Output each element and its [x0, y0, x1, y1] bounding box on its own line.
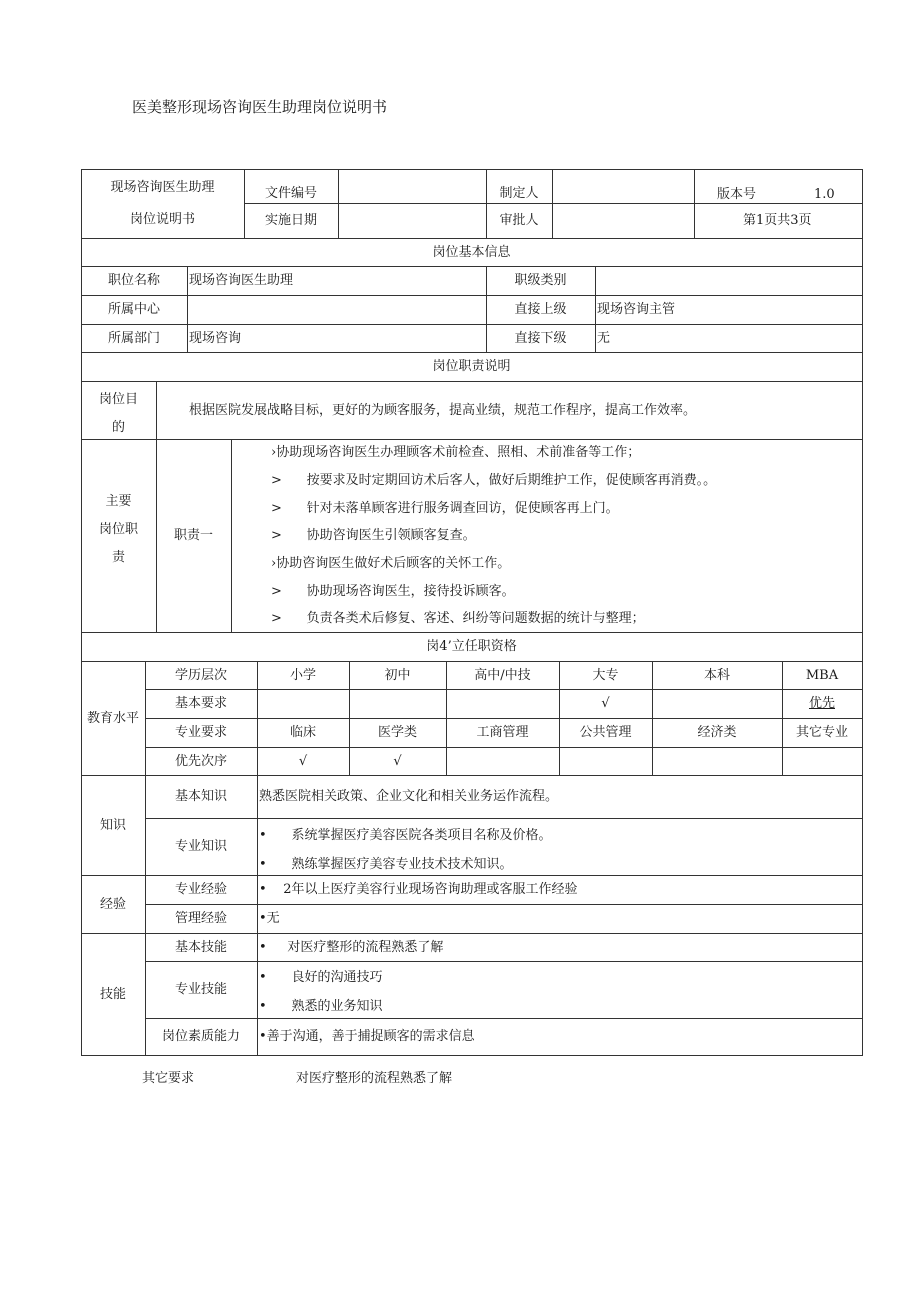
grade-value: [597, 266, 857, 295]
basic-knowledge-label: 基本知识: [174, 789, 227, 804]
pro-experience-text: • 2年以上医疗美容行业现场咨询助理或客服工作经验: [259, 882, 578, 897]
education-level: 本科: [703, 667, 730, 683]
basic-req-label: 基本要求: [174, 696, 227, 711]
main-duties-label-line2: 岗位职: [98, 521, 138, 537]
other-requirements-label: 其它要求: [142, 1071, 195, 1086]
basic-req-cell: [446, 689, 559, 718]
other-requirements-text: 对医疗整形的流程熟悉了解: [296, 1071, 453, 1086]
impl-date-value: [338, 203, 486, 238]
version-value: 1.0: [814, 186, 835, 202]
grade-label: 职级类别: [514, 273, 567, 288]
pro-skills-item: • 熟悉的业务知识: [259, 998, 383, 1014]
duty-item: > 针对未落单顾客进行服务调查回访，促使顾客再上门。: [271, 501, 619, 516]
priority-cell: [559, 747, 652, 775]
header-position-name: 现场咨询医生助理: [110, 179, 215, 195]
priority-cell: [446, 747, 559, 775]
education-level-label: 学历层次: [174, 667, 227, 683]
priority-cell: [652, 747, 782, 775]
major-cell: 医学类: [377, 725, 417, 740]
purpose-text: 根据医院发展战略目标，更好的为顾客服务，提高业绩，规范工作程序，提高工作效率。: [189, 402, 697, 418]
education-level: 大专: [592, 667, 619, 683]
education-level: 高中/中技: [474, 667, 531, 683]
major-cell: 其它专业: [795, 725, 848, 740]
duty-item: ›协助咨询医生做好术后顾客的关怀工作。: [271, 556, 511, 571]
basic-req-cell: [349, 689, 446, 718]
pro-knowledge-label: 专业知识: [174, 839, 227, 854]
main-duties-label-line1: 主要: [105, 493, 132, 509]
page-info: 第1页共3页: [743, 213, 812, 228]
major-cell: 临床: [289, 725, 316, 740]
duty-item: > 负责各类术后修复、客述、纠纷等问题数据的统计与整理；: [271, 611, 645, 626]
job-description-table: [81, 169, 862, 1055]
basic-req-cell: [652, 689, 782, 718]
duties-section-title: 岗位职责说明: [432, 359, 511, 374]
skills-group-label: 技能: [99, 986, 126, 1002]
position-label: 职位名称: [107, 273, 160, 288]
document-title: 医美整形现场咨询医生助理岗位说明书: [132, 98, 388, 116]
approver-value: [552, 203, 694, 238]
pro-knowledge-item: • 熟练掌握医疗美容专业技术技术知识。: [259, 856, 513, 872]
major-cell: 经济类: [697, 725, 737, 740]
qualifications-section-title: 岗4’立任职资格: [426, 639, 517, 654]
basic-req-cell: 优先: [808, 696, 835, 711]
purpose-label-line1: 岗位目: [98, 391, 138, 407]
basic-info-section-title: 岗位基本信息: [432, 244, 511, 260]
dept-label: 所属部门: [107, 330, 160, 346]
author-value: [552, 169, 694, 203]
education-level: 小学: [289, 667, 316, 683]
basic-knowledge-text: 熟悉医院相关政策、企业文化和相关业务运作流程。: [259, 789, 559, 804]
major-cell: 工商管理: [476, 725, 529, 740]
approver-label: 审批人: [499, 213, 539, 228]
experience-group-label: 经验: [99, 896, 126, 912]
purpose-label-line2: 的: [111, 419, 125, 435]
duty-item: ›协助现场咨询医生办理顾客术前检查、照相、术前准备等工作；: [271, 445, 641, 460]
center-value: [189, 295, 479, 324]
major-cell: 公共管理: [579, 725, 632, 740]
education-level: MBA: [805, 667, 839, 683]
basic-skills-label: 基本技能: [174, 939, 227, 955]
center-label: 所属中心: [107, 302, 160, 317]
dept-value: 现场咨询: [189, 330, 242, 346]
pro-knowledge-item: • 系统掌握医疗美容医院各类项目名称及价格。: [259, 827, 552, 843]
subordinate-label: 直接下级: [514, 330, 567, 346]
basic-req-cell: [257, 689, 349, 718]
superior-value: 现场咨询主管: [597, 302, 676, 317]
doc-no-label: 文件编号: [264, 185, 317, 201]
impl-date-label: 实施日期: [264, 213, 317, 228]
subordinate-value: 无: [597, 330, 611, 346]
quality-ability-label: 岗位素质能力: [161, 1029, 240, 1044]
basic-skills-text: • 对医疗整形的流程熟悉了解: [259, 939, 444, 955]
duty-item: > 协助现场咨询医生，接待投诉顾客。: [271, 584, 515, 599]
duty-item: > 按要求及时定期回访术后客人，做好后期维护工作，促使顾客再消费。。: [271, 473, 717, 488]
mgmt-experience-label: 管理经验: [174, 911, 227, 926]
superior-label: 直接上级: [514, 302, 567, 317]
priority-cell: √: [393, 753, 402, 769]
education-level: 初中: [384, 667, 411, 683]
major-label: 专业要求: [174, 725, 227, 740]
main-duties-label-line3: 责: [111, 549, 125, 565]
basic-req-cell: √: [601, 696, 610, 711]
education-group-label: 教育水平: [86, 710, 139, 726]
knowledge-group-label: 知识: [99, 817, 126, 833]
duty-item: > 协助咨询医生引领顾客复查。: [271, 528, 476, 543]
priority-cell: √: [298, 753, 308, 769]
priority-label: 优先次序: [174, 753, 227, 769]
header-doc-type: 岗位说明书: [129, 211, 195, 227]
priority-cell: [782, 747, 862, 775]
pro-skills-label: 专业技能: [174, 982, 227, 997]
author-label: 制定人: [499, 185, 539, 201]
mgmt-experience-text: •无: [259, 911, 280, 926]
duty-one-label: 职责一: [173, 528, 213, 543]
position-value: 现场咨询医生助理: [189, 273, 294, 288]
pro-skills-item: • 良好的沟通技巧: [259, 969, 383, 985]
pro-experience-label: 专业经验: [174, 882, 227, 897]
version-label: 版本号: [717, 186, 757, 202]
doc-no-value: [338, 169, 486, 203]
quality-ability-text: •善于沟通，善于捕捉顾客的需求信息: [259, 1029, 475, 1044]
